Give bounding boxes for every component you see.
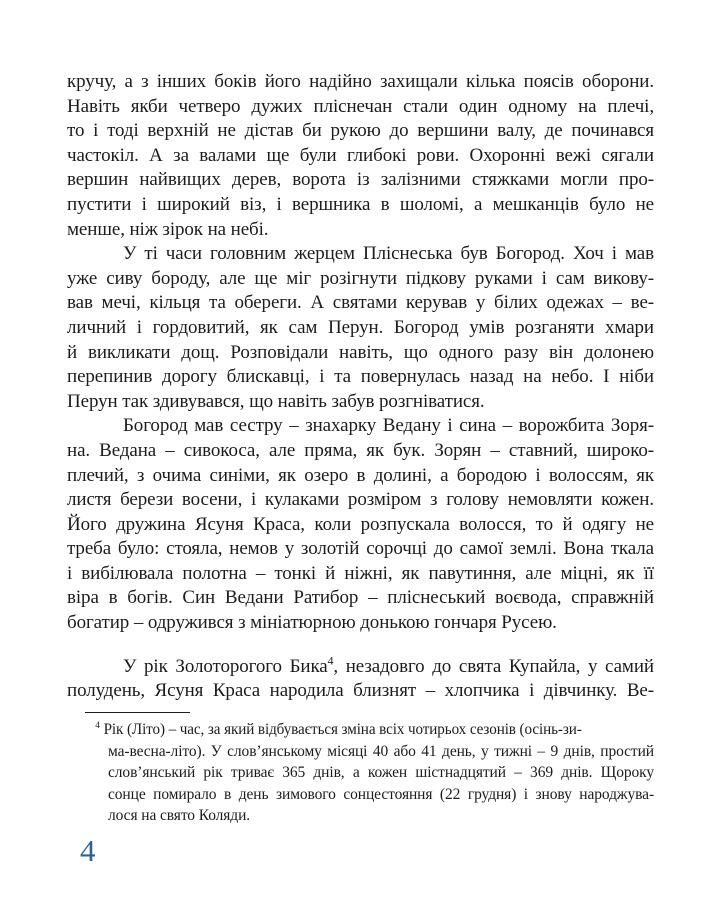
text-line: і вибілювала полотна – тонкі й ніжні, як павутиння, але міцні, як її — [67, 562, 654, 584]
footnote-reference: 4 — [327, 654, 334, 668]
text-line: вав мечі, кільця та обереги. А святами керував у білих одежах – ве- — [67, 292, 654, 314]
text-line: Навіть якби четверо дужих пліснечан стали один одному на плечі, — [67, 95, 654, 117]
text-line: слов’янський рік триває 365 днів, а кожен шістнадцятий – 369 днів. Щороку — [108, 764, 654, 781]
text-line: пустити і широкий віз, і вершника в шоломі, а мешканців було не — [67, 193, 654, 215]
text-line: плечий, з очима синіми, як озеро в долині, а бородою і волоссям, як — [67, 464, 654, 486]
text-line: полудень, Ясуня Краса народила близнят – хлопчика і дівчинку. Ве- — [67, 680, 654, 702]
text-line: лося на свято Коляди. — [108, 807, 251, 824]
text-line: вершин найвищих дерев, ворота із залізними стяжками могли про- — [67, 169, 654, 191]
page-number: 4 — [80, 833, 96, 868]
text-line: Богород мав сестру – знахарку Ведану і сина – ворожбита Зоря- — [123, 415, 654, 437]
text-line: $^4$ Рік (Літо) – час, за який відбувається зміна всіх чотирьох сезонів (осінь-зи- — [95, 719, 582, 738]
text-line: то і тоді верхній не дістав би рукою до вершини валу, де починався — [67, 120, 654, 142]
paragraph — [67, 655, 654, 704]
footnote-separator — [85, 712, 190, 713]
text-line: перепинив дорогу блискавці, і та повернулась назад на небо. І ніби — [67, 366, 654, 388]
footnote-reference: 4 — [95, 719, 100, 731]
text-line: У рік Золоторогого Бика$^4$, незадовго до свята Купайла, у самий — [123, 654, 654, 677]
paragraph — [67, 414, 654, 635]
text-line: уже сиву бороду, але ще міг розігнути підкову руками і сам викову- — [67, 267, 654, 289]
text-line: частокіл. А за валами ще були глибокі рови. Охоронні вежі сягали — [67, 144, 654, 166]
text-line: богатир – одружився з мініатюрною донькою гончаря Русею. — [67, 612, 557, 634]
text-line: листя берези восени, і кулаками розміром з голову немовляти кожен. — [67, 489, 654, 511]
text-line: менше, ніж зірок на небі. — [67, 218, 269, 240]
paragraph — [67, 242, 654, 414]
body-text — [67, 70, 654, 704]
text-line: треба було: стояла, немов у золотій сорочці до самої землі. Вона ткала — [67, 538, 654, 560]
text-line: личний і гордовитий, як сам Перун. Богород умів розганяти хмари — [67, 316, 654, 338]
paragraph — [67, 70, 654, 242]
text-line: сонце помирало в день зимового сонцестояння (22 грудня) і знову народжува- — [108, 785, 654, 803]
text-line: У ті часи головним жерцем Пліснеська був Богород. Хоч і мав — [123, 243, 654, 265]
text-line: на. Ведана – сивокоса, але пряма, як бук. Зорян – ставний, широко- — [67, 439, 654, 461]
text-line: віра в богів. Син Ведани Ратибор – пліснеський воєвода, справжній — [67, 587, 654, 609]
text-line: Перун так здивувався, що навіть забув розгніватися. — [67, 390, 485, 412]
text-line: й викликати дощ. Розповідали навіть, що одного разу він долонею — [67, 341, 654, 363]
footnote — [95, 719, 654, 827]
text-line: Його дружина Ясуня Краса, коли розпускала волосся, то й одягу не — [67, 513, 654, 535]
text-line: ма-весна-літо). У слов’янському місяці 40 або 41 день, у тижні – 9 днів, простий — [108, 742, 654, 760]
text-line: кручу, а з інших боків його надійно захищали кілька поясів оборони. — [67, 71, 654, 92]
